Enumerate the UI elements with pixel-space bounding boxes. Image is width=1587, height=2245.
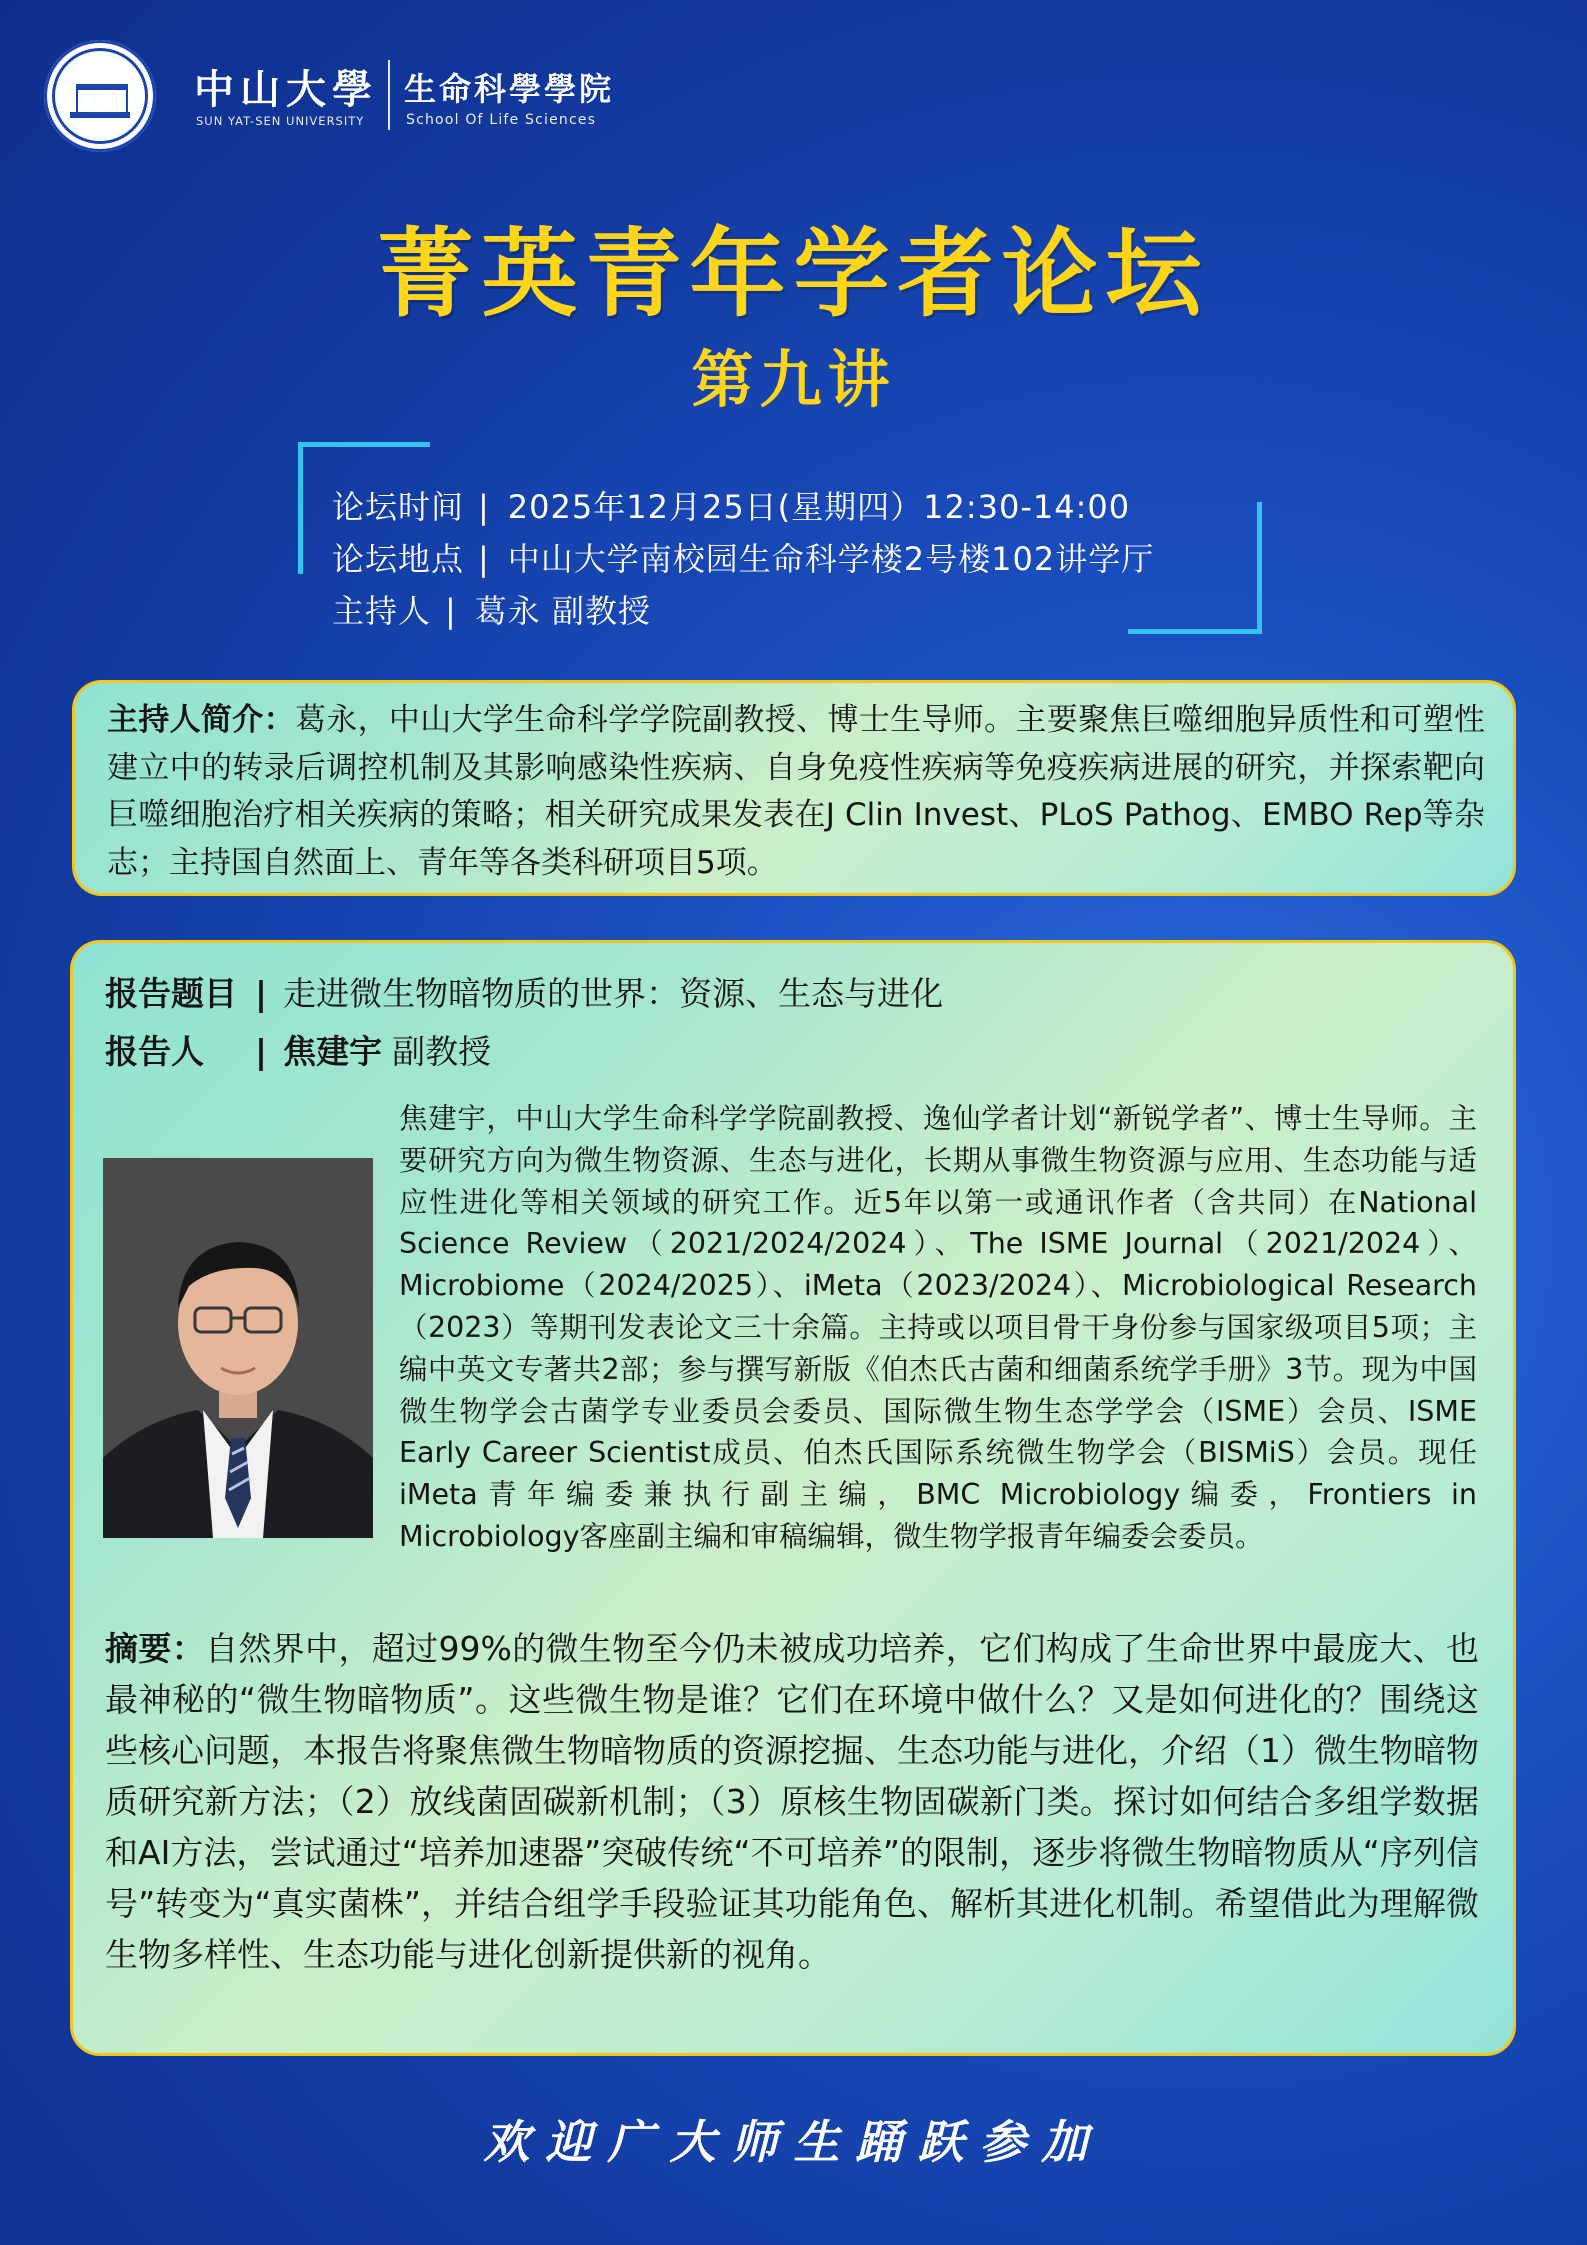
talk-separator: | [255,974,268,1013]
school-name-en: School Of Life Sciences [406,112,597,128]
logo-divider [388,60,390,130]
talk-panel [70,940,1516,2056]
info-host-value: 葛永 副教授 [474,592,651,630]
info-time [332,482,1130,528]
info-separator: | [478,488,490,526]
abstract-text: 自然界中，超过99%的微生物至今仍未被成功培养，它们构成了生命世界中最庞大、也最神秘的“微生物暗物质”。这些微生物是谁？它们在环境中做什么？又是如何进化的？围绕这些核心问题，本报告将聚焦微生物暗物质的资源挖掘、生态功能与进化，介绍（1）微生物暗物质研究新方法；（2）放线菌固碳新机制；（3）原核生物固碳新门类。探讨如何结合多组学数据和AI方法，尝试通过“培养加速器”突破传统“不可培养”的限制，逐步将微生物暗物质从“序列信号”转变为“真实菌株”，并结合组学手段验证其功能角色、解析其进化机制。希望借此为理解微生物多样性、生态功能与进化创新提供新的视角。 [105,1629,1480,1974]
host-intro-text: 葛永，中山大学生命科学学院副教授、博士生导师。主要聚焦巨噬细胞异质性和可塑性建立中的转录后调控机制及其影响感染性疾病、自身免疫性疾病等免疫疾病进展的研究，并探索靶向巨噬细胞治疗相关疾病的策略；相关研究成果发表在J Clin Invest、PLoS Pathog、EMBO Rep等杂志；主持国自然面上、青年等各类科研项目5项。 [107,702,1485,881]
host-intro-panel [72,680,1516,896]
talk-topic-value: 走进微生物暗物质的世界：资源、生态与进化 [283,974,944,1013]
university-name-en: SUN YAT-SEN UNIVERSITY [196,114,365,128]
talk-separator: | [255,1032,268,1071]
speaker-title: 副教授 [392,1032,492,1071]
info-separator: | [478,540,490,578]
info-time-label: 论坛时间 [332,488,465,526]
abstract-label: 摘要： [105,1629,206,1668]
talk-speaker-row [105,1026,491,1073]
school-name-cn: 生命科學學院 [404,70,615,108]
welcome-text: 欢迎广大师生踊跃参加 [483,2115,1104,2169]
university-seal-logo [44,40,156,152]
info-host [332,586,651,632]
info-place-label: 论坛地点 [332,540,465,578]
bracket-top-left-vertical [298,442,303,574]
talk-speaker-label: 报告人 [105,1032,204,1071]
info-place [332,534,1154,580]
abstract-paragraph [105,1623,1479,1980]
talk-topic-row [105,968,943,1015]
host-intro-label: 主持人简介： [107,702,295,738]
info-host-label: 主持人 [332,592,432,630]
host-intro-paragraph [107,697,1485,887]
bracket-bottom-right-vertical [1257,502,1262,634]
lecture-number: 第九讲 [691,343,896,416]
speaker-bio: 焦建宇，中山大学生命科学学院副教授、逸仙学者计划“新锐学者”、博士生导师。主要研究方向为微生物资源、生态与进化，长期从事微生物资源与应用、生态功能与适应性进化等相关领域的研究工作。近5年以第一或通讯作者（含共同）在National Science Review（2021/2024/2024）、The ISME Journal（2021/2024）、Microbiome（2024/2025）、iMeta（2023/2024）、Microbiological Research（2023）等期刊发表论文三十余篇。主持或以项目骨干身份参与国家级项目5项；主编中英文专著共2部；参与撰写新版《伯杰氏古菌和细菌系统学手册》3节。现为中国微生物学会古菌学专业委员会委员、国际微生物生态学学会（ISME）会员、ISME Early Career Scientist成员、伯杰氏国际系统微生物学会（BISMiS）会员。现任iMeta青年编委兼执行副主编，BMC Microbiology编委，Frontiers in Microbiology客座副主编和审稿编辑，微生物学报青年编委会委员。 [399,1102,1477,1553]
bracket-bottom-right [1128,629,1262,634]
bracket-top-left [298,442,430,447]
info-separator: | [445,592,457,630]
forum-title: 菁英青年学者论坛 [377,217,1210,330]
info-time-value: 2025年12月25日(星期四）12:30-14:00 [507,488,1131,526]
speaker-name: 焦建宇 [283,1032,383,1071]
info-place-value: 中山大学南校园生命科学楼2号楼102讲学厅 [507,540,1155,578]
talk-topic-label: 报告题目 [105,974,237,1013]
speaker-photo [103,1158,373,1538]
university-name-cn: 中山大學 [194,66,378,113]
